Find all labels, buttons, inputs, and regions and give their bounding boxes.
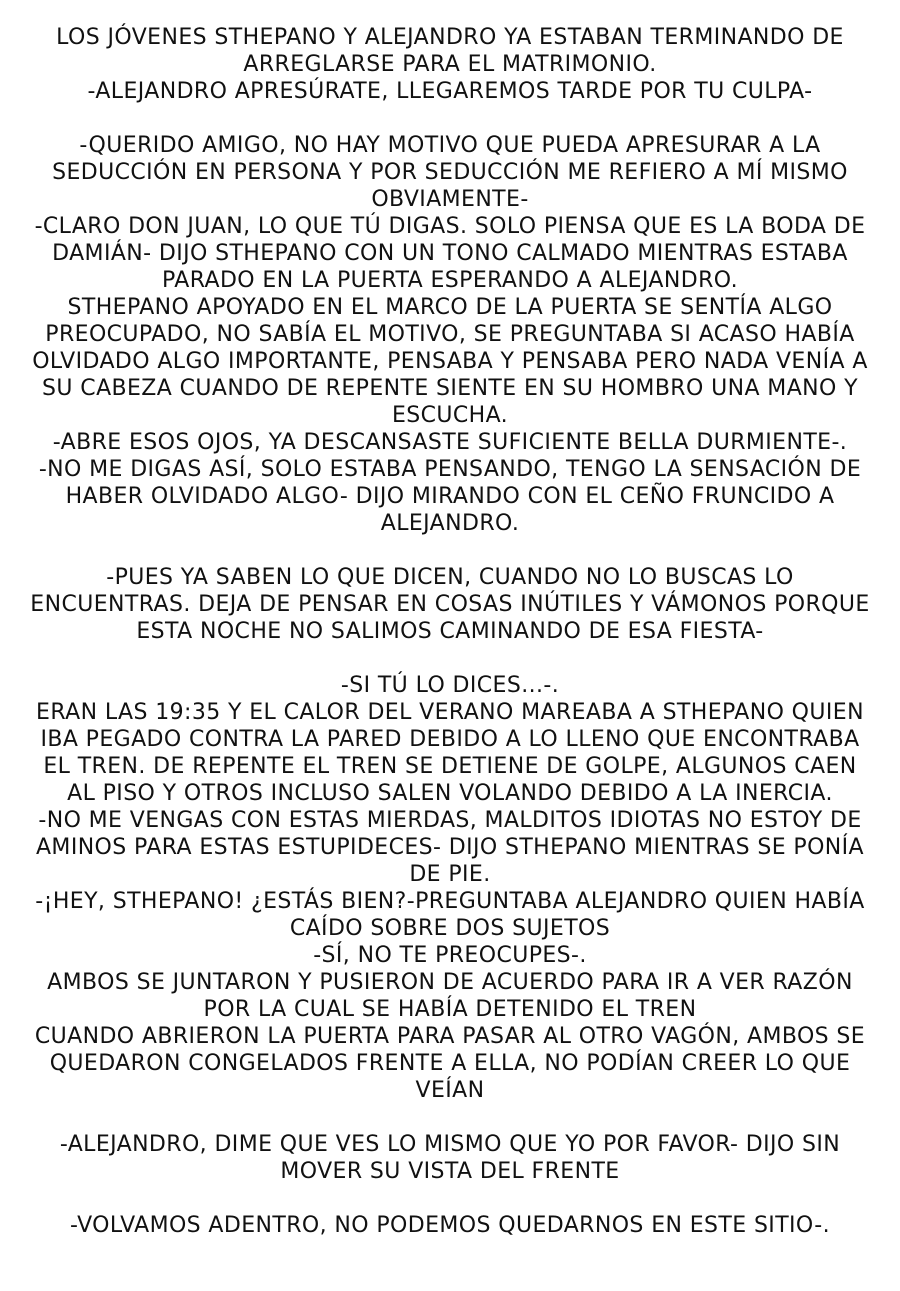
paragraph-16: -ALEJANDRO, DIME QUE VES LO MISMO QUE YO POR FAVOR- DIJO SIN MOVER SU VISTA DEL FRENTE — [59, 1132, 841, 1184]
paragraph-8: -PUES YA SABEN LO QUE DICEN, CUANDO NO LO BUSCAS LO ENCUENTRAS. DEJA DE PENSAR EN COSAS INÚTILES Y VÁMONOS PORQUE ESTA NOCHE NO SALIMOS CAMINANDO DE ESA FIESTA- — [30, 565, 870, 644]
paragraph-2: -ALEJANDRO APRESÚRATE, LLEGAREMOS TARDE POR TU CULPA- — [87, 79, 813, 104]
paragraph-gap — [30, 537, 870, 564]
paragraph-gap — [30, 105, 870, 132]
story-text — [30, 24, 870, 1239]
paragraph-4: -CLARO DON JUAN, LO QUE TÚ DIGAS. SOLO PIENSA QUE ES LA BODA DE DAMIÁN- DIJO STHEPANO CON UN TONO CALMADO MIENTRAS ESTABA PARADO EN LA PUERTA ESPERANDO A ALEJANDRO. — [34, 214, 866, 293]
paragraph-gap — [30, 1104, 870, 1131]
paragraph-15: CUANDO ABRIERON LA PUERTA PARA PASAR AL OTRO VAGÓN, AMBOS SE QUEDARON CONGELADOS FRENTE A ELLA, NO PODÍAN CREER LO QUE VEÍAN — [34, 1024, 866, 1103]
paragraph-14: AMBOS SE JUNTARON Y PUSIERON DE ACUERDO PARA IR A VER RAZÓN POR LA CUAL SE HABÍA DETENIDO EL TREN — [47, 970, 853, 1022]
paragraph-10: ERAN LAS 19:35 Y EL CALOR DEL VERANO MAREABA A STHEPANO QUIEN IBA PEGADO CONTRA LA PARED DEBIDO A LO LLENO QUE ENCONTRABA EL TREN. DE REPENTE EL TREN SE DETIENE DE GOLPE, ALGUNOS CAEN AL PISO Y OTROS INCLUSO SALEN VOLANDO DEBIDO A LA INERCIA. — [36, 700, 864, 806]
paragraph-3: -QUERIDO AMIGO, NO HAY MOTIVO QUE PUEDA APRESURAR A LA SEDUCCIÓN EN PERSONA Y POR SEDUCCIÓN ME REFIERO A MÍ MISMO OBVIAMENTE- — [52, 133, 848, 212]
paragraph-12: -¡HEY, STHEPANO! ¿ESTÁS BIEN?-PREGUNTABA ALEJANDRO QUIEN HABÍA CAÍDO SOBRE DOS SUJETOS — [35, 889, 865, 941]
paragraph-7: -NO ME DIGAS ASÍ, SOLO ESTABA PENSANDO, TENGO LA SENSACIÓN DE HABER OLVIDADO ALGO- DIJO MIRANDO CON EL CEÑO FRUNCIDO A ALEJANDRO. — [38, 457, 862, 536]
paragraph-1: LOS JÓVENES STHEPANO Y ALEJANDRO YA ESTABAN TERMINANDO DE ARREGLARSE PARA EL MATRIMONIO. — [56, 25, 844, 77]
paragraph-11: -NO ME VENGAS CON ESTAS MIERDAS, MALDITOS IDIOTAS NO ESTOY DE AMINOS PARA ESTAS ESTUPIDECES- DIJO STHEPANO MIENTRAS SE PONÍA DE PIE. — [35, 808, 864, 887]
paragraph-gap — [30, 1185, 870, 1212]
paragraph-5: STHEPANO APOYADO EN EL MARCO DE LA PUERTA SE SENTÍA ALGO PREOCUPADO, NO SABÍA EL MOTIVO, SE PREGUNTABA SI ACASO HABÍA OLVIDADO ALGO IMPORTANTE, PENSABA Y PENSABA PERO NADA VENÍA A SU CABEZA CUANDO DE REPENTE SIENTE EN SU HOMBRO UNA MANO Y ESCUCHA. — [32, 295, 868, 428]
paragraph-17: -VOLVAMOS ADENTRO, NO PODEMOS QUEDARNOS EN ESTE SITIO-. — [70, 1213, 830, 1238]
paragraph-13: -SÍ, NO TE PREOCUPES-. — [313, 943, 587, 968]
paragraph-6: -ABRE ESOS OJOS, YA DESCANSASTE SUFICIENTE BELLA DURMIENTE-. — [52, 430, 848, 455]
paragraph-9: -SI TÚ LO DICES...-. — [340, 673, 560, 698]
paragraph-gap — [30, 645, 870, 672]
